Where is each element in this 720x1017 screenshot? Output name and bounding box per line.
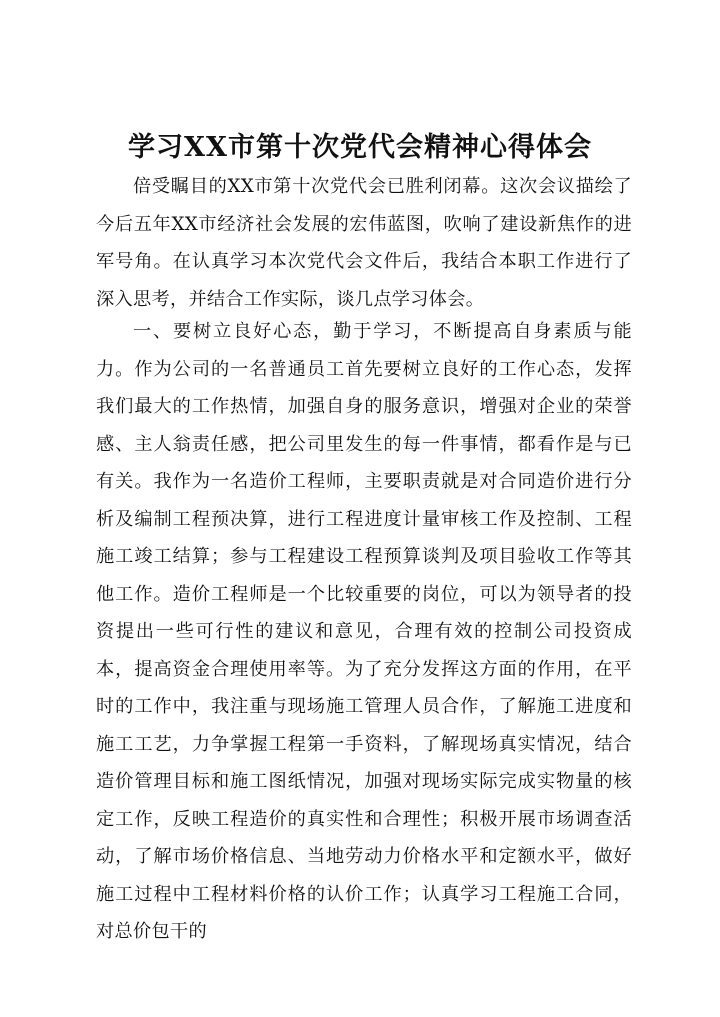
document-title: 学习XX市第十次党代会精神心得体会 [128, 132, 592, 163]
paragraph-section-one: 一、要树立良好心态，勤于学习，不断提高自身素质与能力。作为公司的一名普通员工首先要树立良好的工作心态，发挥我们最大的工作热情，加强自身的服务意识，增强对企业的荣誉感、主人翁责任感，把公司里发生的每一件事情，都看作是与已有关。我作为一名造价工程师，主要职责就是对合同造价进行分析及编制工程预决算，进行工程进度计量审核工作及控制、工程施工竣工结算；参与工程建设工程预算谈判及项目验收工作等其他工作。造价工程师是一个比较重要的岗位，可以为领导者的投资提出一些可行性的建议和意见，合理有效的控制公司投资成本，提高资金合理使用率等。为了充分发挥这方面的作用，在平时的工作中，我注重与现场施工管理人员合作，了解施工进度和施工工艺，力争掌握工程第一手资料，了解现场真实情况，结合造价管理目标和施工图纸情况，加强对现场实际完成实物量的核定工作，反映工程造价的真实性和合理性；积极开展市场调查活动，了解市场价格信息、当地劳动力价格水平和定额水平，做好施工过程中工程材料价格的认价工作；认真学习工程施工合同，对总价包干的 [96, 321, 632, 942]
paragraph-intro: 倍受瞩目的XX市第十次党代会已胜利闭幕。这次会议描绘了今后五年XX市经济社会发展的宏伟蓝图，吹响了建设新焦作的进军号角。在认真学习本次党代会文件后，我结合本职工作进行了深入思考，并结合工作实际，谈几点学习体会。 [96, 176, 632, 310]
